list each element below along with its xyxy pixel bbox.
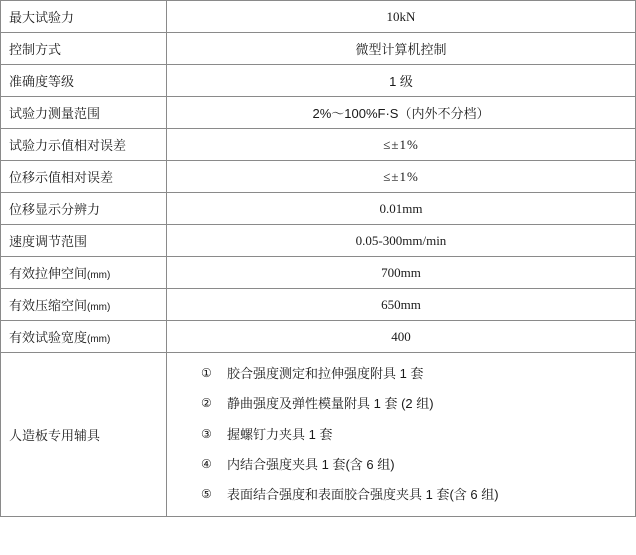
table-row <box>1 257 636 289</box>
table-row <box>1 321 636 353</box>
row-label <box>1 289 167 321</box>
row-label <box>1 193 167 225</box>
table-row <box>1 65 636 97</box>
row-value: 0.01mm <box>167 193 636 225</box>
row-value: 400 <box>167 321 636 353</box>
row-value: 650mm <box>167 289 636 321</box>
row-label-text: 有效拉伸空间 <box>9 266 88 281</box>
list-item <box>201 420 627 450</box>
list-item-number: ① <box>201 366 212 380</box>
row-label-text: 试验力测量范围 <box>9 106 101 121</box>
table-row <box>1 97 636 129</box>
list-item-label: 握螺钉力夹具 1 套 <box>227 426 333 442</box>
list-item-number: ② <box>201 396 212 411</box>
row-label <box>1 257 167 289</box>
row-label <box>1 321 167 353</box>
list-item <box>201 389 627 419</box>
row-label-text: 最大试验力 <box>9 10 75 25</box>
list-item <box>201 359 627 389</box>
list-item-label: 胶合强度测定和拉伸强度附具 1 套 <box>227 366 424 381</box>
row-label-text: 有效试验宽度 <box>9 330 88 345</box>
table-row <box>1 33 636 65</box>
row-label-text: 位移显示分辨力 <box>9 202 101 217</box>
row-label-text: 试验力示值相对误差 <box>9 138 127 153</box>
row-label-text: 速度调节范围 <box>9 234 88 249</box>
table-row-accessories <box>1 353 636 517</box>
row-label <box>1 129 167 161</box>
table-row <box>1 225 636 257</box>
row-label-text: 控制方式 <box>9 42 62 57</box>
row-label <box>1 161 167 193</box>
row-label-text: 准确度等级 <box>9 74 75 89</box>
row-label-unit: (mm) <box>87 270 111 281</box>
list-item-label: 静曲强度及弹性模量附具 1 套 (2 组) <box>227 396 434 412</box>
table-row <box>1 161 636 193</box>
row-value: 0.05-300mm/min <box>167 225 636 257</box>
row-value: 微型计算机控制 <box>167 33 636 65</box>
list-item <box>201 450 627 480</box>
row-label <box>1 1 167 33</box>
list-item <box>201 480 627 510</box>
row-value: 1 级 <box>167 65 636 97</box>
row-label <box>1 33 167 65</box>
list-item-label: 内结合强度夹具 1 套(含 6 组) <box>227 456 395 472</box>
table-row <box>1 129 636 161</box>
table-row <box>1 193 636 225</box>
list-item-label: 表面结合强度和表面胶合强度夹具 1 套(含 6 组) <box>227 487 499 502</box>
row-label-text: 有效压缩空间 <box>9 298 88 313</box>
row-label-text: 位移示值相对误差 <box>9 170 114 185</box>
list-item-number: ③ <box>201 426 212 441</box>
row-value: 10kN <box>167 1 636 33</box>
table-row <box>1 1 636 33</box>
table-row <box>1 289 636 321</box>
row-value: 700mm <box>167 257 636 289</box>
row-label-unit: (mm) <box>87 302 111 313</box>
accessories-label: 人造板专用辅具 <box>1 353 167 517</box>
row-label-unit: (mm) <box>87 334 111 345</box>
row-value: ≤±1% <box>167 129 636 161</box>
row-value: ≤±1% <box>167 161 636 193</box>
row-label <box>1 225 167 257</box>
row-label <box>1 97 167 129</box>
specification-table-body <box>1 1 636 517</box>
list-item-number: ⑤ <box>201 487 212 501</box>
list-item-number: ④ <box>201 456 212 471</box>
accessories-list <box>175 353 627 516</box>
row-label <box>1 65 167 97</box>
row-value: 2%～100%F·S（内外不分档） <box>167 97 636 129</box>
accessories-cell <box>167 353 636 517</box>
